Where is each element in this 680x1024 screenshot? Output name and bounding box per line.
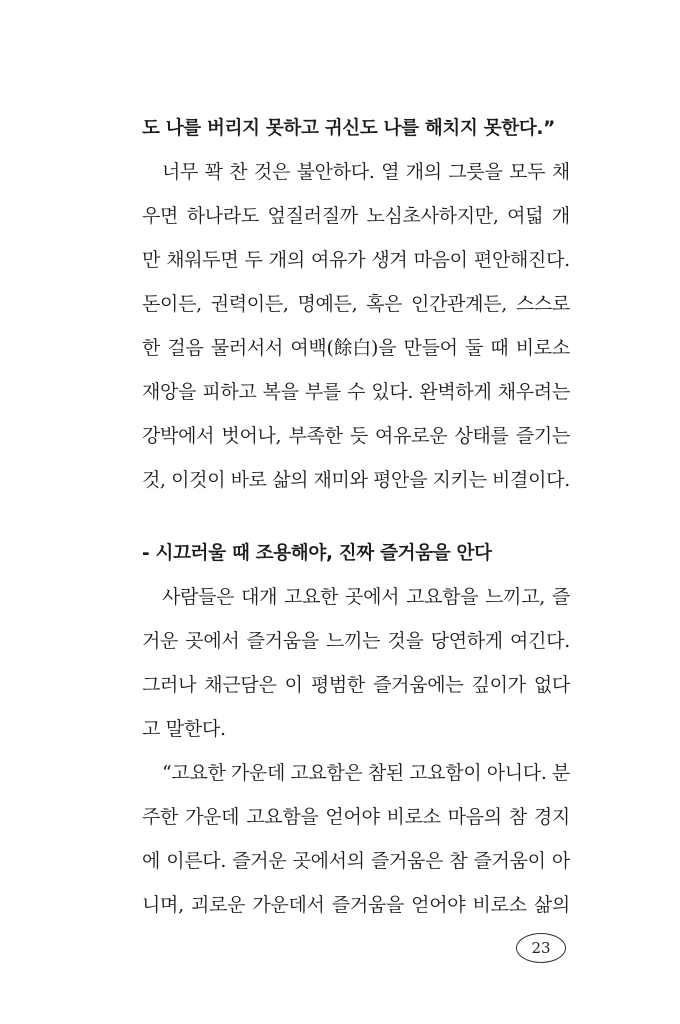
paragraph-2-line-2: 우면 하나라도 엎질러질까 노심초사하지만, 여덟 개 [142, 205, 570, 227]
book-page [142, 0, 570, 1024]
paragraph-2-line-3: 만 채워두면 두 개의 여유가 생겨 마음이 편안해진다. [142, 249, 570, 271]
page-number: 23 [516, 933, 566, 963]
paragraph-3-line-1: 사람들은 대개 고요한 곳에서 고요함을 느끼고, 즐 [162, 586, 570, 608]
paragraph-2-line-6: 재앙을 피하고 복을 부를 수 있다. 완벽하게 채우려는 [142, 381, 570, 403]
paragraph-2-line-4: 돈이든, 권력이든, 명예든, 혹은 인간관계든, 스스로 [142, 293, 570, 315]
paragraph-4-line-4: 니며, 괴로운 가운데서 즐거움을 얻어야 비로소 삶의 [142, 894, 570, 916]
paragraph-4-line-3: 에 이른다. 즐거운 곳에서의 즐거움은 참 즐거움이 아 [142, 850, 570, 872]
paragraph-3-line-4: 고 말한다. [142, 718, 226, 740]
paragraph-2-line-8: 것, 이것이 바로 삶의 재미와 평안을 지키는 비결이다. [142, 469, 570, 491]
paragraph-4-line-2: 주한 가운데 고요함을 얻어야 비로소 마음의 참 경지 [142, 806, 570, 828]
section-heading: - 시끄러울 때 조용해야, 진짜 즐거움을 안다 [142, 543, 492, 564]
paragraph-2-line-7: 강박에서 벗어나, 부족한 듯 여유로운 상태를 즐기는 [142, 425, 570, 447]
paragraph-3-line-3: 그러나 채근담은 이 평범한 즐거움에는 깊이가 없다 [142, 674, 570, 696]
paragraph-3-line-2: 거운 곳에서 즐거움을 느끼는 것을 당연하게 여긴다. [142, 630, 570, 652]
paragraph-4-line-1: “고요한 가운데 고요함은 참된 고요함이 아니다. 분 [162, 762, 570, 784]
paragraph-2-line-1: 너무 꽉 찬 것은 불안하다. 열 개의 그릇을 모두 채 [162, 161, 570, 183]
quote-closing-line: 도 나를 버리지 못하고 귀신도 나를 해치지 못한다.” [142, 118, 555, 139]
paragraph-2-line-5: 한 걸음 물러서서 여백(餘白)을 만들어 둘 때 비로소 [142, 337, 570, 359]
